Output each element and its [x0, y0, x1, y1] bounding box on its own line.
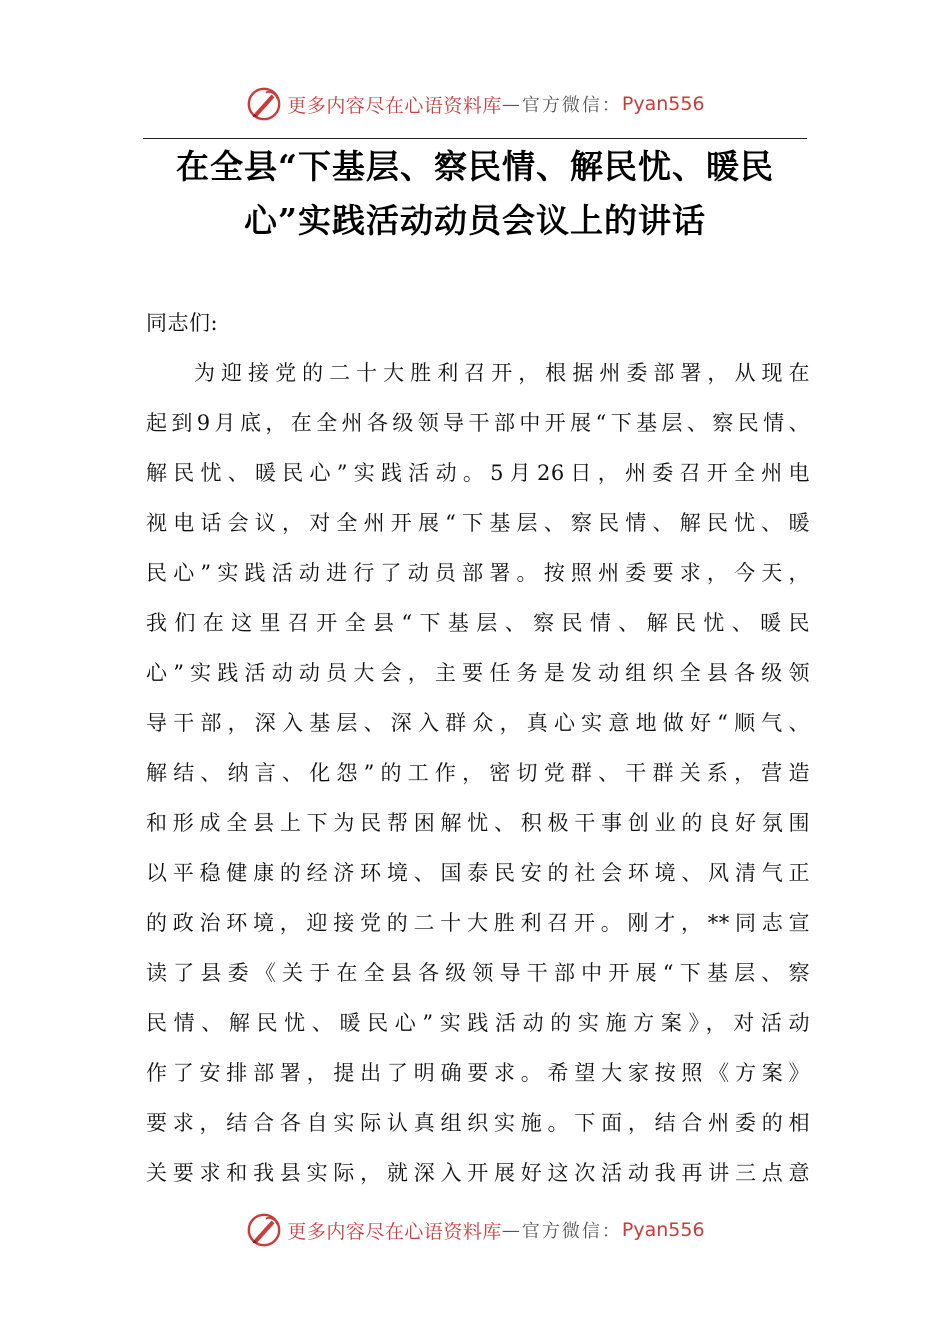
watermark-dash: — — [501, 1219, 522, 1241]
title-line: 在全县“下基层、察民情、解民忧、暖民 — [176, 147, 774, 186]
body-line: 以平稳健康的经济环境、国泰民安的社会环境、风清气正 — [146, 861, 810, 885]
body-line: 视电话会议，对全州开展“下基层、察民情、解民忧、暖 — [146, 511, 810, 535]
body-line: 起到9月底，在全州各级领导干部中开展“下基层、察民情、 — [146, 411, 810, 435]
salutation: 同志们: — [146, 311, 219, 335]
body-line: 我们在这里召开全县“下基层、察民情、解民忧、暖民 — [146, 611, 810, 635]
watermark-sub-text: 官方微信： — [521, 95, 622, 116]
header-divider — [143, 138, 807, 139]
watermark-id: Pyan556 — [621, 93, 705, 115]
body-line: 导干部，深入基层、深入群众，真心实意地做好“顺气、 — [146, 711, 810, 735]
document-body — [146, 298, 810, 1198]
body-line: 作了安排部署，提出了明确要求。希望大家按照《方案》 — [146, 1061, 810, 1085]
watermark-main-text: 更多内容尽在心语资料库 — [287, 1220, 502, 1243]
body-line: 和形成全县上下为民帮困解忧、积极干事创业的良好氛围 — [146, 811, 810, 835]
body-line: 解民忧、暖民心”实践活动。5月26日，州委召开全州电 — [146, 461, 810, 485]
watermark-dash: — — [501, 93, 522, 115]
title-line: 心”实践活动动员会议上的讲话 — [244, 201, 706, 240]
document-title — [143, 140, 807, 248]
header-watermark — [0, 84, 950, 124]
body-line: 民情、解民忧、暖民心”实践活动的实施方案》，对活动 — [146, 1011, 810, 1035]
body-line: 解结、纳言、化怨”的工作，密切党群、干群关系，营造 — [146, 761, 810, 785]
watermark-main-text: 更多内容尽在心语资料库 — [287, 94, 502, 117]
watermark-id: Pyan556 — [621, 1219, 705, 1241]
pen-logo-icon — [245, 1211, 283, 1249]
body-line: 民心”实践活动进行了动员部署。按照州委要求，今天， — [146, 561, 810, 585]
body-line: 心”实践活动动员大会，主要任务是发动组织全县各级领 — [146, 661, 810, 685]
body-line: 关要求和我县实际，就深入开展好这次活动我再讲三点意 — [146, 1161, 810, 1185]
pen-logo-icon — [245, 85, 283, 123]
body-line: 要求，结合各自实际认真组织实施。下面，结合州委的相 — [146, 1111, 810, 1135]
footer-watermark — [0, 1210, 950, 1250]
watermark-sub-text: 官方微信： — [521, 1221, 622, 1242]
body-line: 为迎接党的二十大胜利召开，根据州委部署，从现在 — [194, 361, 810, 385]
body-line: 的政治环境，迎接党的二十大胜利召开。刚才，**同志宣 — [146, 911, 810, 935]
body-line: 读了县委《关于在全县各级领导干部中开展“下基层、察 — [146, 961, 810, 985]
